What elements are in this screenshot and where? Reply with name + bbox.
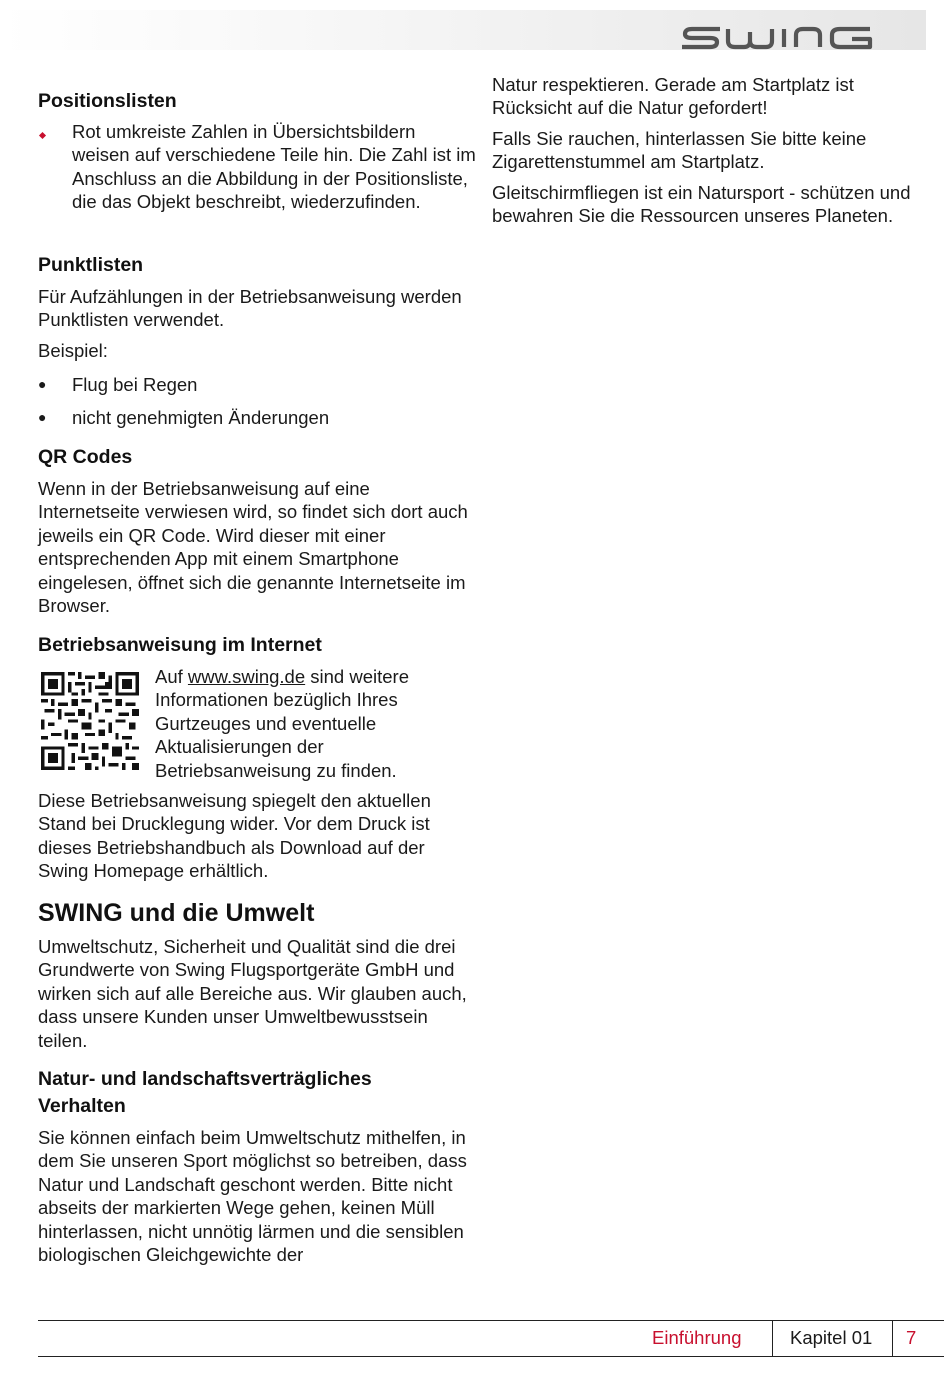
swing-logo <box>680 24 876 50</box>
swing-website-link[interactable]: www.swing.de <box>187 666 306 687</box>
footer-bottom-rule <box>38 1356 944 1357</box>
qr-codes-text: Wenn in der Betriebsanweisung auf eine Internetseite verwiesen wird, so findet sich dort auch jeweils ein QR Code. Wird dieser mit einer entsprechenden App mit einem Smartphone eingelesen, öffnet sich die genannte Internetseite im Browser. <box>38 478 468 617</box>
natur-heading-line1: Natur- und landschaftsverträgliches <box>38 1068 372 1090</box>
footer-divider <box>772 1320 773 1356</box>
internet-text-before: Auf <box>155 666 188 687</box>
punktlisten-example-label: Beispiel: <box>38 340 108 361</box>
internet-heading: Betriebsanweisung im Internet <box>38 634 322 656</box>
footer-divider <box>892 1320 893 1356</box>
internet-text-after: sind weitere Informationen bezüglich Ihres Gurtzeuges und eventuelle Aktualisierungen der Betriebsanweisung zu finden. <box>155 666 409 781</box>
footer-chapter: Kapitel 01 <box>790 1327 873 1348</box>
bullet-dot-icon: ● <box>38 409 47 425</box>
positionslisten-text: Rot umkreiste Zahlen in Übersichtsbildern weisen auf verschiedene Teile hin. Die Zahl ist im Anschluss an die Abbildung in der Positionsliste, die das Objekt beschreibt, wiederzufinden. <box>72 121 476 213</box>
umwelt-text: Umweltschutz, Sicherheit und Qualität sind die drei Grundwerte von Swing Flugsportgeräte GmbH und wirken sich auf alle Bereiche aus. Wir glauben auch, dass unsere Kunden unser Umweltbewusstsein teilen. <box>38 936 467 1051</box>
qr-code[interactable] <box>38 672 138 772</box>
natur-text: Sie können einfach beim Umweltschutz mithelfen, in dem Sie unseren Sport möglichst so betreiben, dass Natur und Landschaft geschont werden. Bitte nicht abseits der markierten Wege gehen, keinen Müll hinterlassen, nicht unnötig lärmen und die sensiblen biologischen Gleichgewichte der <box>38 1127 467 1266</box>
internet-text <box>155 665 455 782</box>
qr-code-icon <box>41 672 139 770</box>
positionslisten-heading: Positionslisten <box>38 90 177 112</box>
right-paragraph-1: Natur respektieren. Gerade am Startplatz ist Rücksicht auf die Natur gefordert! <box>492 74 854 119</box>
footer-top-rule <box>38 1320 944 1321</box>
punktlisten-intro: Für Aufzählungen in der Betriebsanweisung werden Punktlisten verwendet. <box>38 286 462 331</box>
right-paragraph-2: Falls Sie rauchen, hinterlassen Sie bitte keine Zigarettenstummel am Startplatz. <box>492 128 867 173</box>
punktlisten-heading: Punktlisten <box>38 254 144 276</box>
list-item-text: Flug bei Regen <box>72 374 198 395</box>
umwelt-heading: SWING und die Umwelt <box>38 899 315 927</box>
qr-codes-heading: QR Codes <box>38 446 133 468</box>
list-item-text: nicht genehmigten Änderungen <box>72 407 330 428</box>
red-diamond-bullet-icon <box>38 120 58 143</box>
right-paragraph-3: Gleitschirmfliegen ist ein Natursport - schützen und bewahren Sie die Ressourcen unseres Planeten. <box>492 182 911 227</box>
footer-page-number: 7 <box>906 1327 917 1348</box>
natur-heading-line2: Verhalten <box>38 1095 126 1117</box>
bullet-dot-icon: ● <box>38 376 47 392</box>
footer-section: Einführung <box>652 1327 742 1348</box>
internet-paragraph: Diese Betriebsanweisung spiegelt den aktuellen Stand bei Drucklegung wider. Vor dem Druck ist dieses Betriebshandbuch als Download auf der Swing Homepage erhältlich. <box>38 790 431 882</box>
